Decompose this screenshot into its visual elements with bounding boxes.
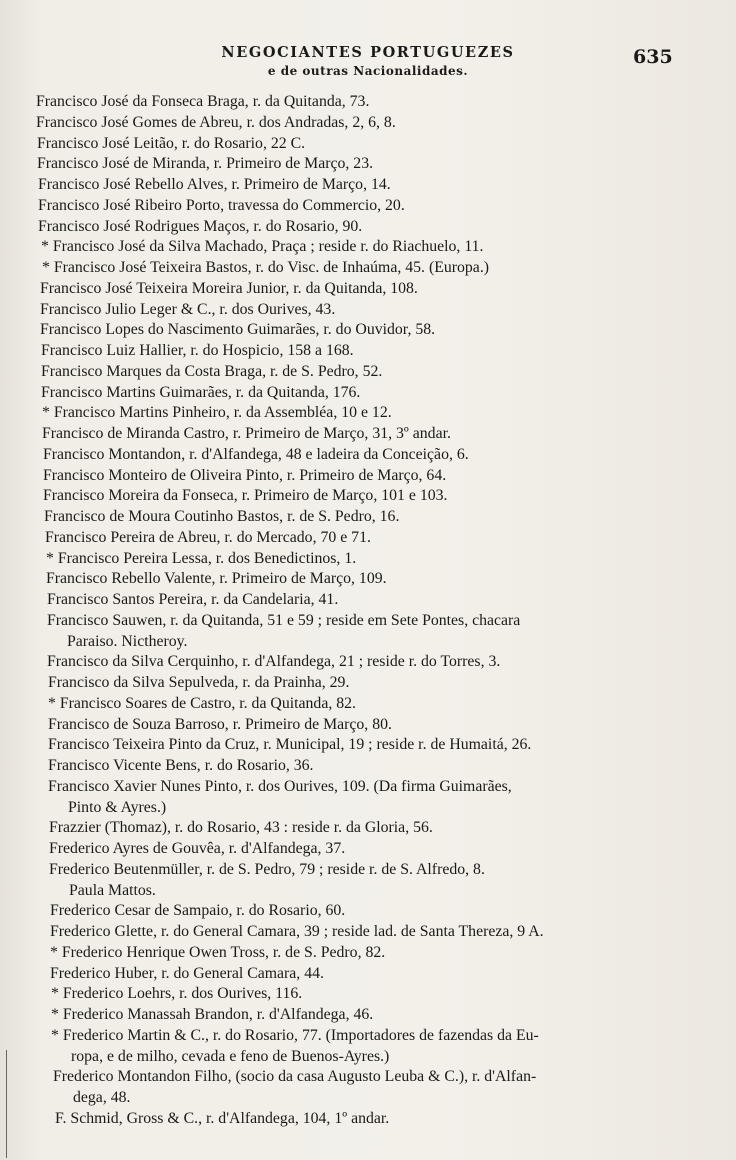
entry-line: * Francisco Pereira Lessa, r. dos Benedictinos, 1. xyxy=(46,549,357,567)
entry-line: ropa, e de milho, cevada e feno de Buenos-Ayres.) xyxy=(71,1047,390,1065)
entry-line: * Frederico Henrique Owen Tross, r. de S. Pedro, 82. xyxy=(50,943,386,961)
entry-line: * Francisco José da Silva Machado, Praça ; reside r. do Riachuelo, 11. xyxy=(41,238,484,256)
entry-line: Frederico Ayres de Gouvêa, r. d'Alfandega, 37. xyxy=(49,840,346,857)
entry-line: Francisco José Teixeira Moreira Junior, r. da Quitanda, 108. xyxy=(40,279,418,297)
entry-line: Frazzier (Thomaz), r. do Rosario, 43 : reside r. da Gloria, 56. xyxy=(49,819,433,837)
entry-line: Francisco Santos Pereira, r. da Candelaria, 41. xyxy=(47,591,339,608)
entry-line: Frederico Montandon Filho, (socio da casa Augusto Leuba & C.), r. d'Alfan- xyxy=(53,1068,537,1086)
entry-line: * Frederico Loehrs, r. dos Ourives, 116. xyxy=(51,985,303,1003)
entry-line: Francisco Martins Guimarães, r. da Quitanda, 176. xyxy=(41,383,361,401)
entry-line: dega, 48. xyxy=(73,1089,131,1106)
entry-line: Francisco da Silva Sepulveda, r. da Prainha, 29. xyxy=(48,674,350,691)
entry-line: * Francisco Soares de Castro, r. da Quitanda, 82. xyxy=(48,694,356,712)
entry-line: Francisco José da Fonseca Braga, r. da Quitanda, 73. xyxy=(36,93,370,110)
entry-line: * Francisco Martins Pinheiro, r. da Assembléa, 10 e 12. xyxy=(42,404,392,422)
entry-line: Frederico Beutenmüller, r. de S. Pedro, 79 ; reside r. de S. Alfredo, 8. xyxy=(49,860,485,878)
entry-line: Francisco Monteiro de Oliveira Pinto, r. Primeiro de Março, 64. xyxy=(43,466,447,484)
entry-line: Francisco Sauwen, r. da Quitanda, 51 e 59 ; reside em Sete Pontes, chacara xyxy=(47,611,521,629)
entry-line: Francisco Luiz Hallier, r. do Hospicio, 158 a 168. xyxy=(41,342,354,359)
entry-line: Paraiso. Nictheroy. xyxy=(67,632,188,650)
entry-line: Paula Mattos. xyxy=(69,881,156,899)
entry-line: F. Schmid, Gross & C., r. d'Alfandega, 104, 1º andar. xyxy=(55,1109,390,1127)
entry-line: Francisco Pereira de Abreu, r. do Mercado, 70 e 71. xyxy=(45,528,371,546)
entry-line: Francisco José Gomes de Abreu, r. dos Andradas, 2, 6, 8. xyxy=(36,113,396,131)
page-number: 635 xyxy=(633,46,673,68)
page-header xyxy=(0,44,736,79)
entry-line: Francisco da Silva Cerquinho, r. d'Alfandega, 21 ; reside r. do Torres, 3. xyxy=(47,653,501,671)
page-subtitle: e de outras Nacionalidades. xyxy=(267,64,469,78)
entry-line: Francisco José Rebello Alves, r. Primeiro de Março, 14. xyxy=(38,176,391,193)
entry-line: Francisco Xavier Nunes Pinto, r. dos Ourives, 109. (Da firma Guimarães, xyxy=(48,777,512,795)
entry-line: Francisco Julio Leger & C., r. dos Ourives, 43. xyxy=(40,300,336,318)
entry-line: Francisco Teixeira Pinto da Cruz, r. Municipal, 19 ; reside r. de Humaitá, 26. xyxy=(48,736,532,754)
entry-line: Frederico Huber, r. do General Camara, 44. xyxy=(50,964,324,982)
entry-line: Francisco de Souza Barroso, r. Primeiro de Março, 80. xyxy=(48,715,392,733)
entry-line: * Frederico Manassah Brandon, r. d'Alfandega, 46. xyxy=(51,1006,374,1023)
entry-line: Francisco Rebello Valente, r. Primeiro de Março, 109. xyxy=(46,570,387,588)
entry-line: Francisco Vicente Bens, r. do Rosario, 36. xyxy=(48,757,314,774)
entry-line: Francisco Montandon, r. d'Alfandega, 48 e ladeira da Conceição, 6. xyxy=(43,445,469,463)
entry-line: Francisco José Ribeiro Porto, travessa do Commercio, 20. xyxy=(38,196,405,214)
entry-line: Francisco Lopes do Nascimento Guimarães, r. do Ouvidor, 58. xyxy=(40,321,436,339)
entry-line: Francisco de Moura Coutinho Bastos, r. de S. Pedro, 16. xyxy=(44,508,400,525)
entry-line: * Frederico Martin & C., r. do Rosario, 77. (Importadores de fazendas da Eu- xyxy=(51,1026,539,1044)
entry-line: * Francisco José Teixeira Bastos, r. do Visc. de Inhaúma, 45. (Europa.) xyxy=(42,259,490,276)
margin-rule xyxy=(6,1050,7,1158)
entry-line: Pinto & Ayres.) xyxy=(68,798,167,816)
entry-line: Frederico Cesar de Sampaio, r. do Rosario, 60. xyxy=(50,902,346,920)
entry-line: Francisco Moreira da Fonseca, r. Primeiro de Março, 101 e 103. xyxy=(43,487,448,505)
entry-line: Francisco Marques da Costa Braga, r. de S. Pedro, 52. xyxy=(41,362,383,380)
entry-line: Frederico Glette, r. do General Camara, 39 ; reside lad. de Santa Thereza, 9 A. xyxy=(50,923,544,940)
entry-line: Francisco José Leitão, r. do Rosario, 22 C. xyxy=(37,134,306,152)
entry-line: Francisco José Rodrigues Maços, r. do Rosario, 90. xyxy=(38,217,363,235)
entry-line: Francisco de Miranda Castro, r. Primeiro de Março, 31, 3º andar. xyxy=(42,425,451,442)
page-title: NEGOCIANTES PORTUGUEZES xyxy=(221,44,515,61)
entry-line: Francisco José de Miranda, r. Primeiro de Março, 23. xyxy=(37,155,374,173)
